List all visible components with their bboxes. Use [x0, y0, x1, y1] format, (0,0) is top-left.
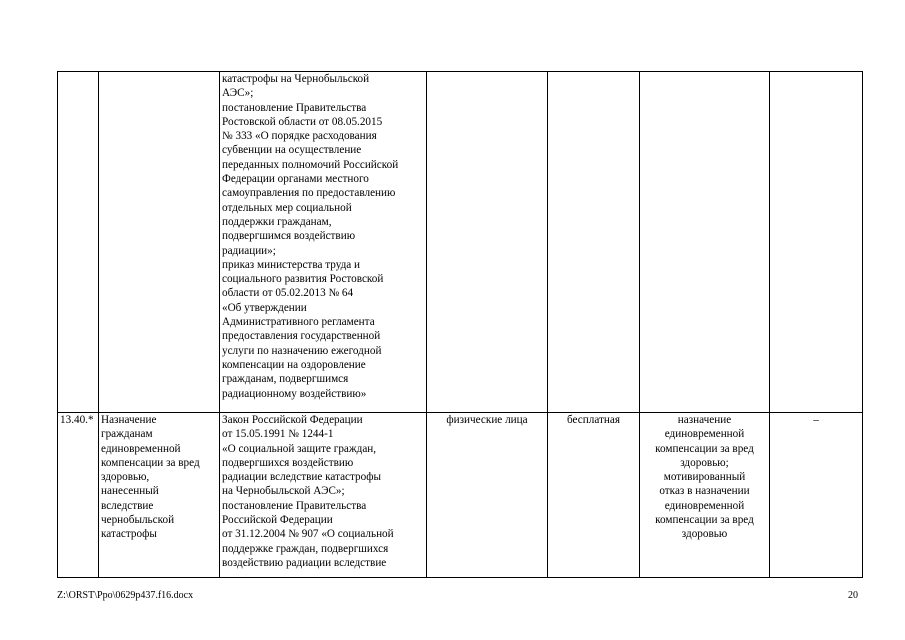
text-line: Административного регламента: [222, 316, 375, 329]
cell-recipients: [427, 72, 548, 413]
cell-extra: –: [770, 413, 863, 578]
table-row: [58, 413, 863, 578]
text-line: здоровью;: [680, 456, 729, 469]
cell-result: [640, 413, 770, 578]
text-line: компенсации за вред: [655, 514, 754, 527]
cell-number: 13.40.*: [58, 413, 99, 578]
text-line: предоставления государственной: [222, 330, 381, 343]
text-line: области от 05.02.2013 № 64: [222, 287, 354, 300]
text-line: услуги по назначению ежегодной: [222, 344, 382, 357]
text-line: радиации»;: [222, 244, 276, 257]
text-line: постановление Правительства: [222, 101, 367, 114]
text-line: катастрофы на Чернобыльской: [222, 73, 370, 85]
page-number: 20: [848, 590, 858, 601]
text-line: единовременной: [664, 499, 745, 512]
text-line: постановление Правительства: [222, 499, 367, 512]
text-line: самоуправления по предоставлению: [222, 187, 396, 200]
cell-number: [58, 72, 99, 413]
text-line: социального развития Ростовской: [222, 273, 384, 286]
table-row: [58, 72, 863, 413]
cell-legal-basis: [220, 413, 427, 578]
services-table: [57, 71, 863, 578]
text-line: назначение: [677, 414, 732, 426]
text-line: «Об утверждении: [222, 301, 307, 314]
text-line: вследствие: [101, 499, 154, 512]
cell-cost: бесплатная: [548, 413, 640, 578]
text-line: переданных полномочий Российской: [222, 158, 399, 171]
text-line: мотивированный: [663, 471, 746, 484]
text-line: АЭС»;: [222, 87, 254, 100]
text-line: подвергшихся воздействию: [222, 456, 354, 469]
cell-result: [640, 72, 770, 413]
cell-recipients: физические лица: [427, 413, 548, 578]
text-line: отдельных мер социальной: [222, 201, 352, 214]
text-line: компенсации за вред: [655, 442, 754, 455]
text-line: Ростовской области от 08.05.2015: [222, 115, 383, 128]
text-line: Назначение: [101, 414, 157, 426]
text-line: поддержки гражданам,: [222, 215, 332, 228]
text-line: чернобыльской: [101, 514, 175, 527]
text-line: подвергшимся воздействию: [222, 230, 356, 243]
text-line: радиационному воздействию»: [222, 387, 367, 400]
cell-cost: [548, 72, 640, 413]
cell-service-name: [99, 72, 220, 413]
text-line: от 31.12.2004 № 907 «О социальной: [222, 528, 394, 541]
footer-file-path: Z:\ORST\Ppo\0629p437.f16.docx: [57, 590, 194, 601]
text-line: здоровью: [681, 528, 728, 541]
text-line: здоровью,: [101, 471, 150, 484]
text-line: единовременной: [664, 428, 745, 441]
text-line: Федерации органами местного: [222, 173, 369, 186]
text-line: воздействию радиации вследствие: [222, 556, 387, 569]
text-line: компенсации за вред: [101, 456, 200, 469]
text-line: гражданам, подвергшимся: [222, 373, 349, 386]
text-line: на Чернобыльской АЭС»;: [222, 485, 345, 498]
text-line: радиации вследствие катастрофы: [222, 471, 382, 484]
text-line: Российской Федерации: [222, 514, 333, 527]
text-line: субвенции на осуществление: [222, 144, 362, 157]
text-line: гражданам: [101, 428, 153, 441]
text-line: отказ в назначении: [659, 485, 750, 498]
text-line: от 15.05.1991 № 1244-1: [222, 428, 334, 441]
text-line: нанесенный: [101, 485, 159, 498]
text-line: Закон Российской Федерации: [222, 414, 363, 426]
cell-extra: [770, 72, 863, 413]
cell-legal-basis: [220, 72, 427, 413]
cell-service-name: [99, 413, 220, 578]
text-line: поддержке граждан, подвергшихся: [222, 542, 389, 555]
text-line: «О социальной защите граждан,: [222, 442, 377, 455]
text-line: катастрофы: [101, 528, 157, 541]
text-line: приказ министерства труда и: [222, 258, 361, 271]
text-line: компенсации на оздоровление: [222, 358, 366, 371]
text-line: единовременной: [101, 442, 181, 455]
text-line: № 333 «О порядке расходования: [222, 130, 377, 143]
